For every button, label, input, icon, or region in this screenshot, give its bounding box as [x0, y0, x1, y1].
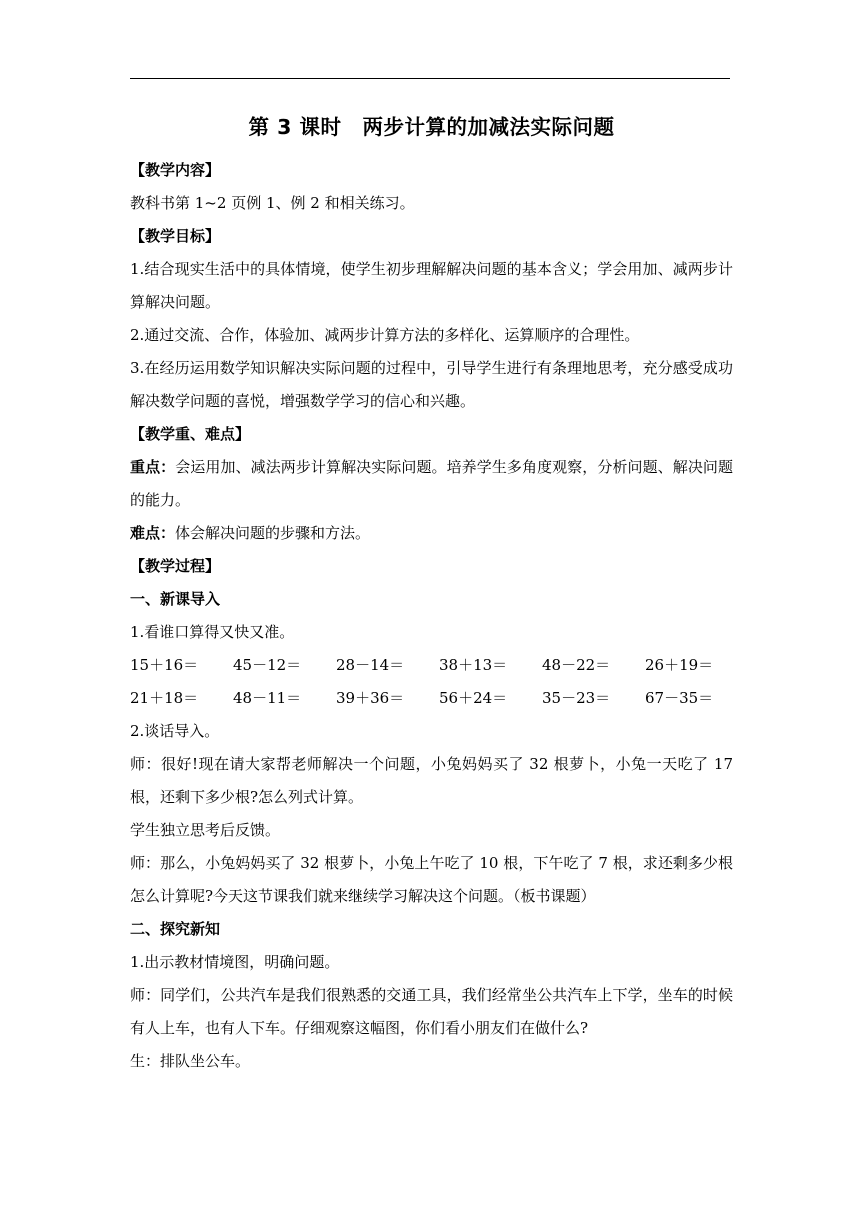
- calc-item: 35－23＝: [542, 689, 611, 707]
- key-label: 重点：: [130, 458, 176, 476]
- teacher-line-1: 师：很好!现在请大家帮老师解决一个问题，小兔妈妈买了 32 根萝卜，小兔一天吃了 17 根，还剩下多少根?怎么列式计算。: [130, 755, 733, 806]
- calc-item: 15＋16＝: [130, 656, 199, 674]
- calc-item: 26＋19＝: [645, 656, 714, 674]
- step-2: 2.谈话导入。: [130, 722, 220, 740]
- calc-item: 39＋36＝: [336, 689, 405, 707]
- goal-1: 1.结合现实生活中的具体情境，使学生初步理解解决问题的基本含义；学会用加、减两步计算解决问题。: [130, 260, 733, 311]
- calc-item: 45－12＝: [233, 656, 302, 674]
- calc-item: 21＋18＝: [130, 689, 199, 707]
- content-text: 教科书第 1~2 页例 1、例 2 和相关练习。: [130, 194, 415, 212]
- key-text: 会运用加、减法两步计算解决实际问题。培养学生多角度观察，分析问题、解决问题的能力。: [130, 458, 733, 509]
- document-body: [130, 110, 733, 1078]
- difficult-point: [130, 517, 733, 550]
- calc-item: 48－22＝: [542, 656, 611, 674]
- section-heading-goals: 【教学目标】: [130, 227, 221, 245]
- key-point: [130, 451, 733, 517]
- lesson-title: 第 3 课时 两步计算的加减法实际问题: [248, 115, 615, 139]
- calc-row-1: [130, 649, 733, 682]
- header-rule: [130, 78, 730, 79]
- teacher-line-3: 师：同学们，公共汽车是我们很熟悉的交通工具，我们经常坐公共汽车上下学，坐车的时候有人上车，也有人下车。仔细观察这幅图，你们看小朋友们在做什么?: [130, 986, 733, 1037]
- step-1: 1.看谁口算得又快又准。: [130, 623, 295, 641]
- teacher-line-2: 师：那么，小兔妈妈买了 32 根萝卜，小兔上午吃了 10 根，下午吃了 7 根，求还剩多少根怎么计算呢?今天这节课我们就来继续学习解决这个问题。（板书课题）: [130, 854, 733, 905]
- student-line-1: 学生独立思考后反馈。: [130, 821, 281, 839]
- calc-item: 48－11＝: [233, 689, 302, 707]
- difficult-text: 体会解决问题的步骤和方法。: [175, 524, 371, 542]
- section-heading-key-points: 【教学重、难点】: [130, 425, 251, 443]
- section-heading-process: 【教学过程】: [130, 557, 221, 575]
- calc-item: 56＋24＝: [439, 689, 508, 707]
- calc-item: 38＋13＝: [439, 656, 508, 674]
- goal-3: 3.在经历运用数学知识解决实际问题的过程中，引导学生进行有条理地思考，充分感受成功解决数学问题的喜悦，增强数学学习的信心和兴趣。: [130, 359, 733, 410]
- calc-item: 28－14＝: [336, 656, 405, 674]
- part-2-heading: 二、探究新知: [130, 920, 221, 938]
- goal-2: 2.通过交流、合作，体验加、减两步计算方法的多样化、运算顺序的合理性。: [130, 326, 640, 344]
- calc-row-2: [130, 682, 733, 715]
- student-line-2: 生：排队坐公车。: [130, 1052, 251, 1070]
- calc-item: 67－35＝: [645, 689, 714, 707]
- section-heading-content: 【教学内容】: [130, 161, 221, 179]
- difficult-label: 难点：: [130, 524, 176, 542]
- part-1-heading: 一、新课导入: [130, 590, 221, 608]
- step-3: 1.出示教材情境图，明确问题。: [130, 953, 340, 971]
